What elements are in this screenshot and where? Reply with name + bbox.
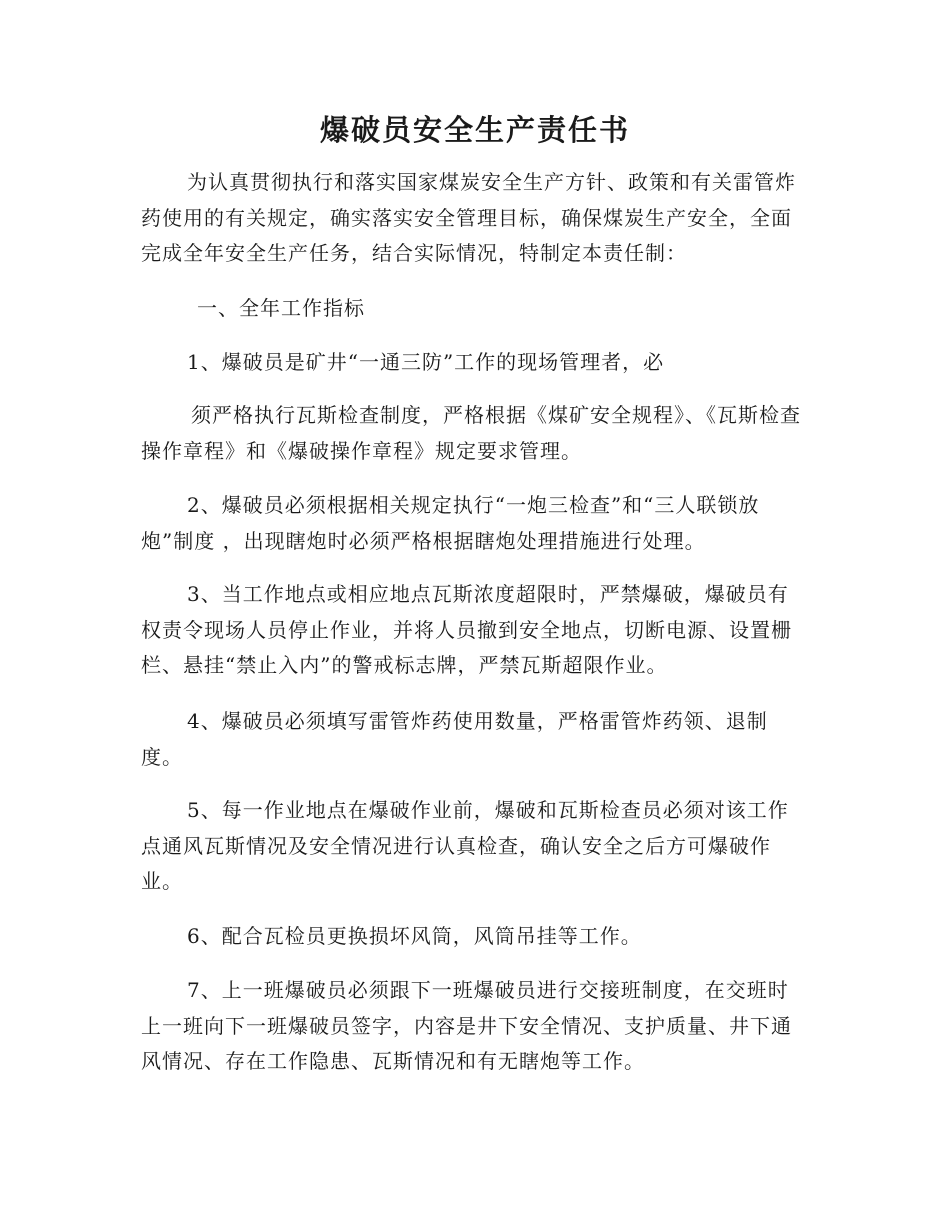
item-1-continuation-paragraph: 须严格执行瓦斯检查制度，严格根据《煤矿安全规程》、《瓦斯检查操作章程》和《爆破操作章程》规定要求管理。 [141,403,801,463]
item-5-paragraph: 5、每一作业地点在爆破作业前，爆破和瓦斯检查员必须对该工作点通风瓦斯情况及安全情况进行认真检查，确认安全之后方可爆破作业。 [141,798,789,893]
section-heading: 一、全年工作指标 [197,296,365,320]
item-3-paragraph: 3、当工作地点或相应地点瓦斯浓度超限时，严禁爆破，爆破员有权责令现场人员停止作业，并将人员撤到安全地点，切断电源、设置栅栏、悬挂“禁止入内”的警戒标志牌，严禁瓦斯超限作业。 [141,582,792,677]
item-4-paragraph: 4、爆破员必须填写雷管炸药使用数量，严格雷管炸药领、退制度。 [141,709,768,769]
document-title: 爆破员安全生产责任书 [319,113,630,147]
intro-paragraph: 为认真贯彻执行和落实国家煤炭安全生产方针、政策和有关雷管炸药使用的有关规定，确实落实安全管理目标，确保煤炭生产安全，全面完成全年安全生产任务，结合实际情况，特制定本责任制： [141,170,796,265]
item-7-paragraph: 7、上一班爆破员必须跟下一班爆破员进行交接班制度，在交班时上一班向下一班爆破员签字，内容是井下安全情况、支护质量、井下通风情况、存在工作隐患、瓦斯情况和有无瞎炮等工作。 [141,978,792,1073]
item-1-paragraph: 1、爆破员是矿井“一通三防”工作的现场管理者，必 [187,350,665,374]
item-6-paragraph: 6、配合瓦检员更换损坏风筒，风筒吊挂等工作。 [187,924,642,948]
item-2-paragraph: 2、爆破员必须根据相关规定执行“一炮三检查”和“三人联锁放炮”制度 ，出现瞎炮时必须严格根据瞎炮处理措施进行处理。 [141,493,760,553]
